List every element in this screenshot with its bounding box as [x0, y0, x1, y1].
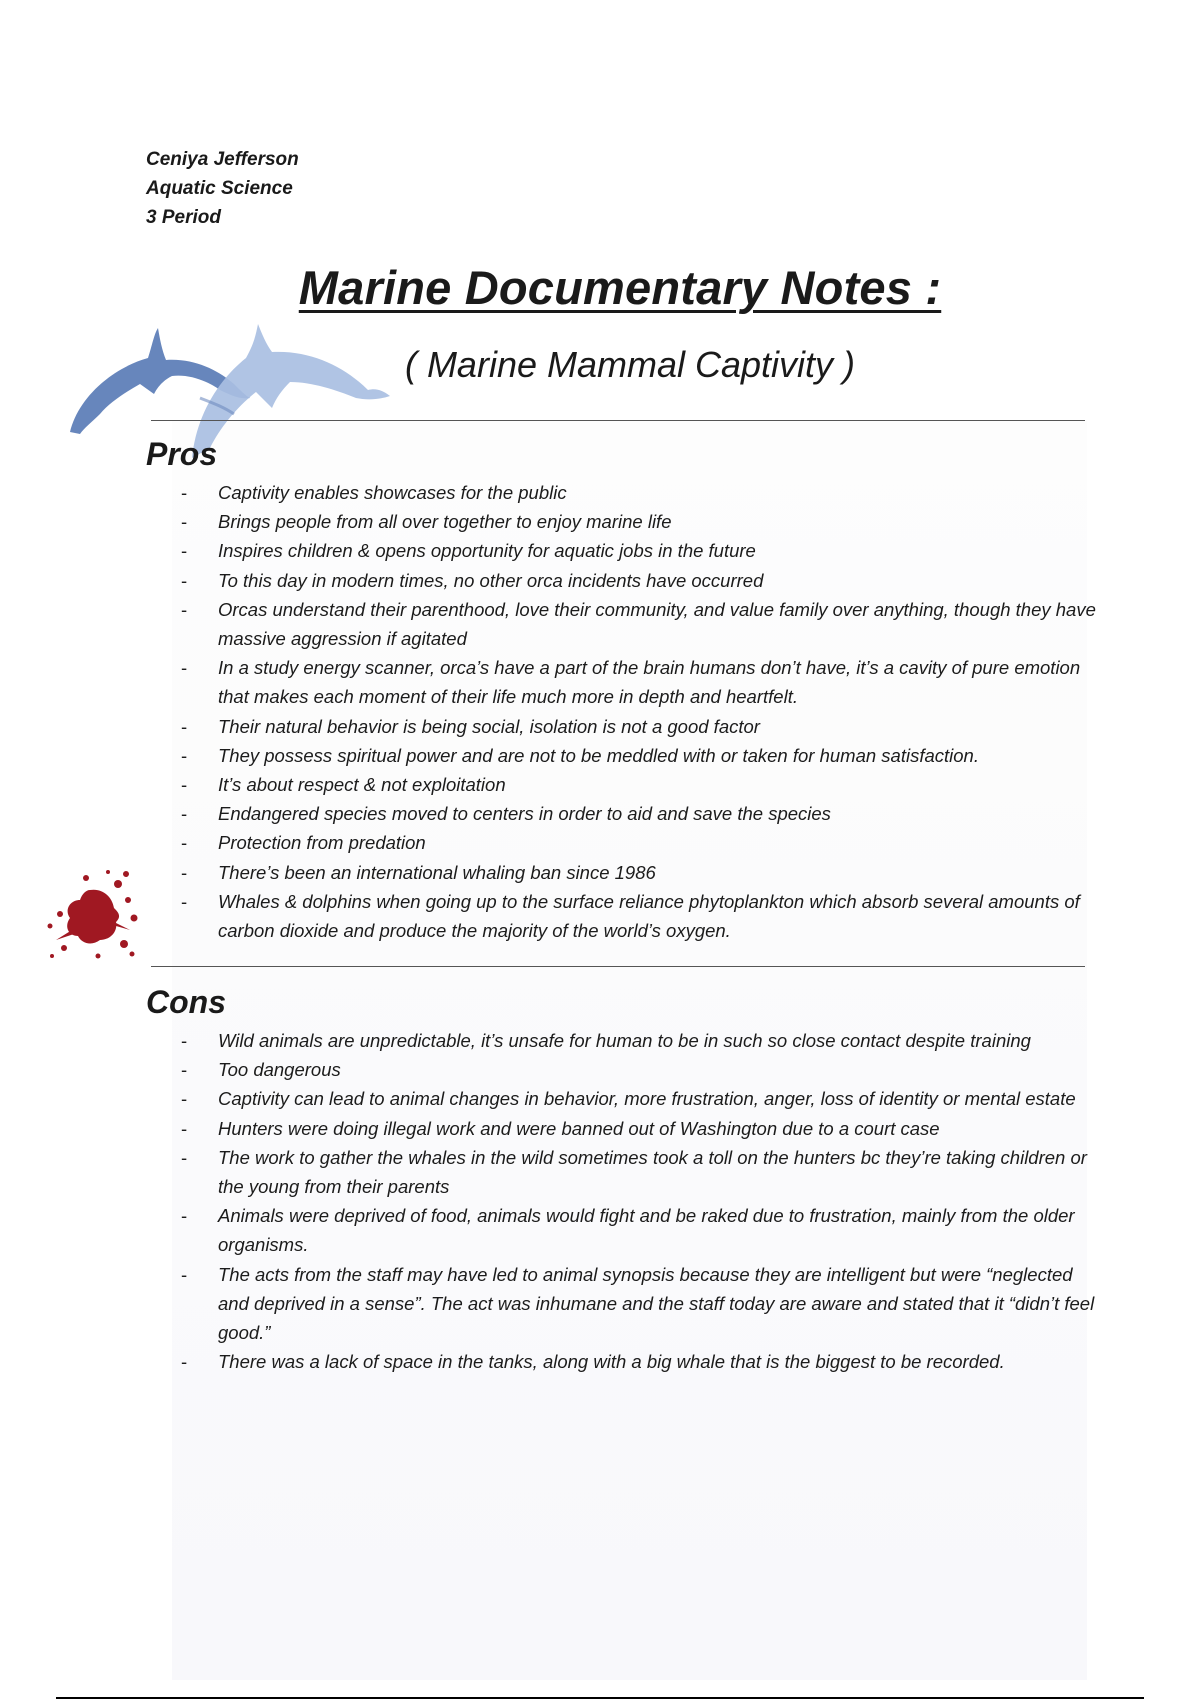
pros-list-item: - They possess spiritual power and are not to be meddled with or taken for human satisfaction.: [178, 741, 1098, 770]
cons-list: [178, 1026, 1098, 1376]
pros-list-item: - It’s about respect & not exploitation: [178, 770, 1098, 799]
page-bottom-edge: [56, 1697, 1144, 1699]
pros-list-item: - Protection from predation: [178, 828, 1098, 857]
cons-list-item: - The work to gather the whales in the wild sometimes took a toll on the hunters bc they’re taking children or the young from their parents: [178, 1143, 1098, 1201]
cons-list-item: - Wild animals are unpredictable, it’s unsafe for human to be in such so close contact despite training: [178, 1026, 1098, 1055]
divider-top: [151, 420, 1085, 421]
pros-list-item: - Captivity enables showcases for the public: [178, 478, 1098, 507]
pros-heading: Pros: [146, 436, 218, 472]
cons-list-item: - Animals were deprived of food, animals would fight and be raked due to frustration, mainly from the older organisms.: [178, 1201, 1098, 1259]
header-block: [146, 145, 299, 232]
pros-list-item: - In a study energy scanner, orca’s have a part of the brain humans don’t have, it’s a cavity of pure emotion that makes each moment of their life much more in depth and heartfelt.: [178, 653, 1098, 711]
page-title: Marine Documentary Notes :: [298, 261, 942, 314]
cons-list-item: - Too dangerous: [178, 1055, 1098, 1084]
pros-list-item: - There’s been an international whaling ban since 1986: [178, 858, 1098, 887]
cons-heading: Cons: [146, 984, 226, 1020]
divider-middle: [151, 966, 1085, 967]
pros-list-item: - Their natural behavior is being social, isolation is not a good factor: [178, 712, 1098, 741]
pros-list-item: - Inspires children & opens opportunity for aquatic jobs in the future: [178, 536, 1098, 565]
pros-list-item: - Orcas understand their parenthood, love their community, and value family over anything, though they have massive aggression if agitated: [178, 595, 1098, 653]
student-name: Ceniya Jefferson: [146, 149, 299, 170]
pros-list-item: - Brings people from all over together to enjoy marine life: [178, 507, 1098, 536]
page-subtitle: ( Marine Mammal Captivity ): [404, 344, 856, 385]
paint-splatter-icon: [38, 860, 148, 970]
course-name: Aquatic Science: [146, 178, 293, 199]
cons-list-item: - Hunters were doing illegal work and were banned out of Washington due to a court case: [178, 1114, 1098, 1143]
pros-list: [178, 478, 1098, 945]
dolphins-clipart: [60, 310, 420, 480]
cons-list-item: - The acts from the staff may have led to animal synopsis because they are intelligent but were “neglected and deprived in a sense”. The act was inhumane and the staff today are aware and stated that it “didn’t feel good.”: [178, 1260, 1098, 1348]
class-period: 3 Period: [146, 207, 221, 228]
pros-list-item: - Whales & dolphins when going up to the surface reliance phytoplankton which absorb several amounts of carbon dioxide and produce the majority of the world’s oxygen.: [178, 887, 1098, 945]
cons-list-item: - There was a lack of space in the tanks, along with a big whale that is the biggest to be recorded.: [178, 1347, 1098, 1376]
cons-list-item: - Captivity can lead to animal changes in behavior, more frustration, anger, loss of identity or mental estate: [178, 1084, 1098, 1113]
pros-list-item: - Endangered species moved to centers in order to aid and save the species: [178, 799, 1098, 828]
pros-list-item: - To this day in modern times, no other orca incidents have occurred: [178, 566, 1098, 595]
